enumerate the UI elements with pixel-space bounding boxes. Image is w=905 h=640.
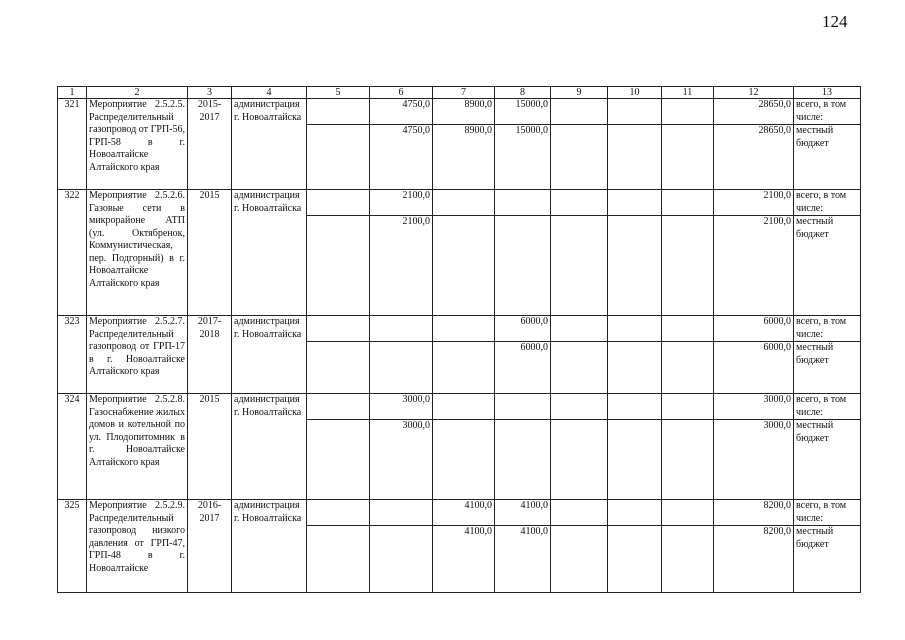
local-c7-cell	[433, 420, 495, 500]
executor-cell: администрация г. Новоалтайска	[232, 394, 307, 500]
total-c7-cell: 8900,0	[433, 99, 495, 125]
local-c5-cell	[307, 342, 370, 394]
years-cell: 2015	[188, 394, 232, 500]
column-header: 3	[188, 87, 232, 99]
local-c10-cell	[608, 420, 662, 500]
executor-cell: администрация г. Новоалтайска	[232, 190, 307, 316]
total-c7-cell: 4100,0	[433, 500, 495, 526]
local-c8-cell: 15000,0	[495, 125, 551, 190]
table-body	[58, 99, 861, 593]
total-c8-cell: 6000,0	[495, 316, 551, 342]
total-c6-cell: 3000,0	[370, 394, 433, 420]
total-c13-cell: всего, в том числе:	[794, 99, 861, 125]
total-c8-cell	[495, 190, 551, 216]
local-c7-cell: 8900,0	[433, 125, 495, 190]
total-c13-cell: всего, в том числе:	[794, 394, 861, 420]
local-c8-cell	[495, 216, 551, 316]
table-row	[58, 99, 861, 125]
total-c10-cell	[608, 99, 662, 125]
total-c7-cell	[433, 316, 495, 342]
local-c12-cell: 6000,0	[714, 342, 794, 394]
total-c13-cell: всего, в том числе:	[794, 190, 861, 216]
total-c9-cell	[551, 500, 608, 526]
column-header: 1	[58, 87, 87, 99]
local-c10-cell	[608, 526, 662, 593]
local-c11-cell	[662, 526, 714, 593]
local-c9-cell	[551, 526, 608, 593]
row-number-cell: 323	[58, 316, 87, 394]
executor-cell: администрация г. Новоалтайска	[232, 99, 307, 190]
row-number-cell: 324	[58, 394, 87, 500]
measure-name-cell: Мероприятие 2.5.2.8. Газоснабжение жилых домов и котельной по ул. Плодопитомник в г. Новоалтайске Алтайского края	[87, 394, 188, 500]
total-c12-cell: 8200,0	[714, 500, 794, 526]
local-c5-cell	[307, 125, 370, 190]
local-c13-cell: местный бюджет	[794, 526, 861, 593]
total-c11-cell	[662, 394, 714, 420]
total-c9-cell	[551, 190, 608, 216]
local-c7-cell	[433, 342, 495, 394]
column-header: 2	[87, 87, 188, 99]
total-c6-cell	[370, 316, 433, 342]
local-c6-cell: 4750,0	[370, 125, 433, 190]
local-c8-cell: 4100,0	[495, 526, 551, 593]
total-c5-cell	[307, 190, 370, 216]
table-row	[58, 190, 861, 216]
column-header: 11	[662, 87, 714, 99]
total-c12-cell: 28650,0	[714, 99, 794, 125]
total-c9-cell	[551, 99, 608, 125]
local-c11-cell	[662, 125, 714, 190]
row-number-cell: 322	[58, 190, 87, 316]
total-c13-cell: всего, в том числе:	[794, 500, 861, 526]
total-c11-cell	[662, 190, 714, 216]
local-c12-cell: 2100,0	[714, 216, 794, 316]
total-c12-cell: 3000,0	[714, 394, 794, 420]
column-header: 13	[794, 87, 861, 99]
table-row	[58, 316, 861, 342]
local-c10-cell	[608, 342, 662, 394]
column-header: 6	[370, 87, 433, 99]
total-c10-cell	[608, 316, 662, 342]
measure-name-cell: Мероприятие 2.5.2.9. Распределительный газопровод низкого давления от ГРП-47, ГРП-48 в г. Новоалтайске	[87, 500, 188, 593]
column-header: 12	[714, 87, 794, 99]
column-header: 7	[433, 87, 495, 99]
executor-cell: администрация г. Новоалтайска	[232, 316, 307, 394]
local-c9-cell	[551, 125, 608, 190]
total-c6-cell: 2100,0	[370, 190, 433, 216]
local-c5-cell	[307, 420, 370, 500]
measure-name-cell: Мероприятие 2.5.2.7. Распределительный газопровод от ГРП-17 в г. Новоалтайске Алтайского края	[87, 316, 188, 394]
total-c5-cell	[307, 99, 370, 125]
column-header: 9	[551, 87, 608, 99]
local-c8-cell	[495, 420, 551, 500]
local-c8-cell: 6000,0	[495, 342, 551, 394]
program-table	[57, 86, 861, 593]
local-c11-cell	[662, 420, 714, 500]
local-c5-cell	[307, 216, 370, 316]
column-header: 10	[608, 87, 662, 99]
measure-name-cell: Мероприятие 2.5.2.5. Распределительный газопровод от ГРП-56, ГРП-58 в г. Новоалтайске Алтайского края	[87, 99, 188, 190]
total-c5-cell	[307, 394, 370, 420]
column-number-row	[58, 87, 861, 99]
local-c6-cell: 3000,0	[370, 420, 433, 500]
table-row	[58, 394, 861, 420]
years-cell: 2017-2018	[188, 316, 232, 394]
total-c8-cell: 4100,0	[495, 500, 551, 526]
column-header: 4	[232, 87, 307, 99]
column-header: 5	[307, 87, 370, 99]
local-c7-cell: 4100,0	[433, 526, 495, 593]
total-c9-cell	[551, 316, 608, 342]
years-cell: 2016-2017	[188, 500, 232, 593]
local-c6-cell: 2100,0	[370, 216, 433, 316]
column-header: 8	[495, 87, 551, 99]
years-cell: 2015	[188, 190, 232, 316]
local-c6-cell	[370, 526, 433, 593]
total-c8-cell	[495, 394, 551, 420]
executor-cell: администрация г. Новоалтайска	[232, 500, 307, 593]
total-c8-cell: 15000,0	[495, 99, 551, 125]
total-c10-cell	[608, 394, 662, 420]
row-number-cell: 325	[58, 500, 87, 593]
local-c9-cell	[551, 342, 608, 394]
total-c5-cell	[307, 500, 370, 526]
total-c7-cell	[433, 394, 495, 420]
local-c10-cell	[608, 216, 662, 316]
local-c9-cell	[551, 216, 608, 316]
total-c11-cell	[662, 316, 714, 342]
total-c13-cell: всего, в том числе:	[794, 316, 861, 342]
total-c11-cell	[662, 500, 714, 526]
local-c11-cell	[662, 342, 714, 394]
local-c11-cell	[662, 216, 714, 316]
local-c12-cell: 3000,0	[714, 420, 794, 500]
local-c12-cell: 8200,0	[714, 526, 794, 593]
total-c11-cell	[662, 99, 714, 125]
table-row	[58, 500, 861, 526]
local-c13-cell: местный бюджет	[794, 216, 861, 316]
measure-name-cell: Мероприятие 2.5.2.6. Газовые сети в микрорайоне АТП (ул. Октябренок, Коммунистическая, пер. Подгорный) в г. Новоалтайске Алтайского края	[87, 190, 188, 316]
local-c13-cell: местный бюджет	[794, 125, 861, 190]
local-c7-cell	[433, 216, 495, 316]
total-c12-cell: 2100,0	[714, 190, 794, 216]
total-c6-cell: 4750,0	[370, 99, 433, 125]
total-c9-cell	[551, 394, 608, 420]
local-c13-cell: местный бюджет	[794, 342, 861, 394]
local-c6-cell	[370, 342, 433, 394]
total-c10-cell	[608, 190, 662, 216]
total-c10-cell	[608, 500, 662, 526]
local-c5-cell	[307, 526, 370, 593]
local-c13-cell: местный бюджет	[794, 420, 861, 500]
total-c7-cell	[433, 190, 495, 216]
total-c6-cell	[370, 500, 433, 526]
local-c12-cell: 28650,0	[714, 125, 794, 190]
total-c12-cell: 6000,0	[714, 316, 794, 342]
total-c5-cell	[307, 316, 370, 342]
local-c9-cell	[551, 420, 608, 500]
row-number-cell: 321	[58, 99, 87, 190]
page-number: 124	[822, 12, 848, 31]
years-cell: 2015-2017	[188, 99, 232, 190]
local-c10-cell	[608, 125, 662, 190]
